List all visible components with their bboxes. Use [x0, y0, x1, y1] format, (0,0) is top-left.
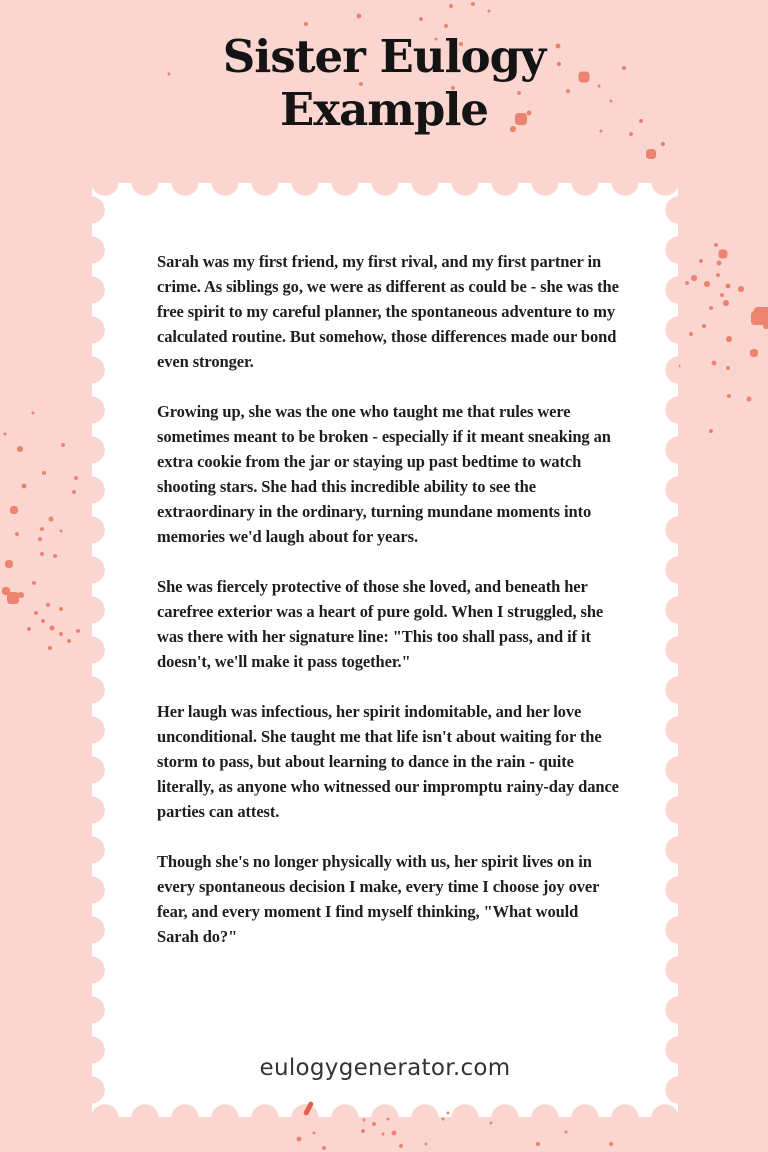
scallop-edge-right [664, 183, 679, 1117]
eulogy-paragraph-5: Though she's no longer physically with us, her spirit lives on in every spontaneous decision I make, every time I choose joy over fear, and every moment I find myself thinking, "What would Sarah do?" [157, 852, 600, 946]
eulogy-card [92, 183, 678, 1117]
eulogy-paragraph-3: She was fiercely protective of those she loved, and beneath her carefree exterior was a heart of pure gold. When I struggled, she was there with her signature line: "This too shall pass, and if it doesn't, we'll make it pass together." [157, 577, 604, 671]
page-title-line-1: Sister Eulogy [222, 30, 546, 83]
eulogy-text-block [157, 249, 619, 974]
paint-splatter-left [0, 400, 2, 402]
scallop-edge-top [92, 182, 678, 197]
page-title-line-2: Example [279, 83, 489, 136]
eulogy-paragraph-2: Growing up, she was the one who taught me that rules were sometimes meant to be broken - especially if it meant sneaking an extra cookie from the jar or staying up past bedtime to watch shooting stars. She had this incredible ability to see the extraordinary in the ordinary, turning mundane moments into memories we'd laugh about for years. [157, 402, 611, 546]
scallop-edge-bottom [92, 1103, 678, 1118]
scallop-edge-left [91, 183, 106, 1117]
page-title [0, 30, 768, 136]
eulogy-paragraph-4: Her laugh was infectious, her spirit indomitable, and her love unconditional. She taught me that life isn't about waiting for the storm to pass, but about learning to dance in the rain - quite literally, as anyone who witnessed our impromptu rainy-day dance parties can attest. [157, 702, 619, 821]
eulogy-paragraph-1: Sarah was my first friend, my first rival, and my first partner in crime. As siblings go, we were as different as could be - she was the free spirit to my careful planner, the spontaneous adventure to my calculated routine. But somehow, those differences made our bond even stronger. [157, 252, 619, 371]
paint-splatter-top-right [150, 0, 152, 2]
website-url: eulogygenerator.com [259, 1055, 511, 1081]
